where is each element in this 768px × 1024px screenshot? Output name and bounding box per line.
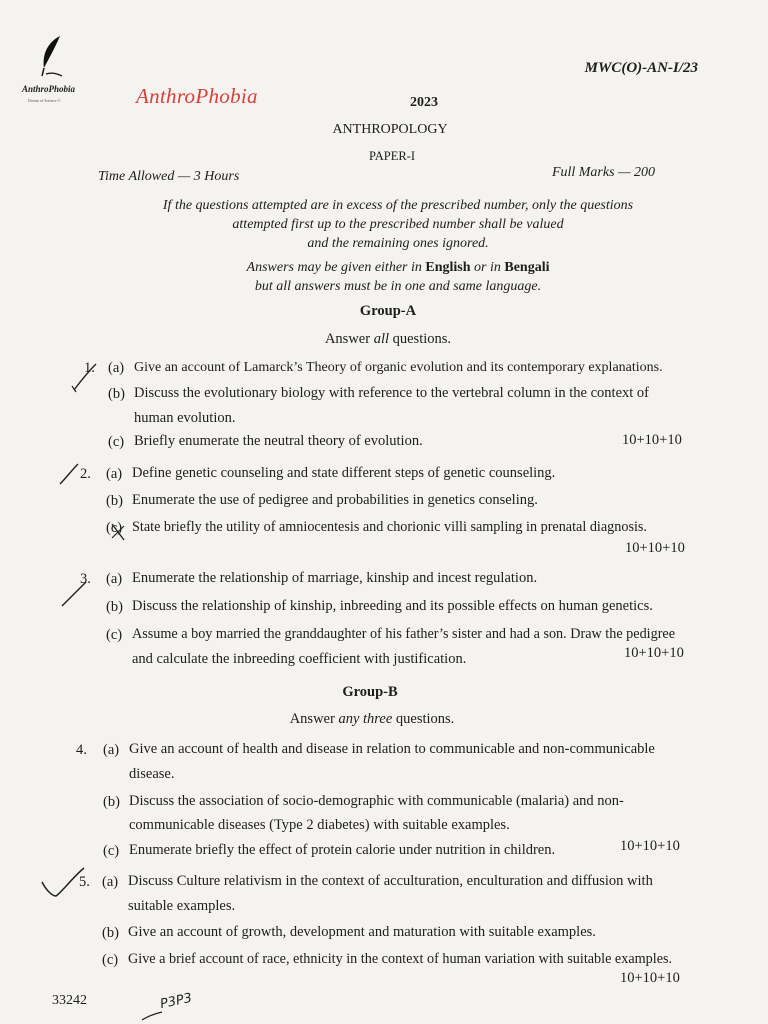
- language-instruction-mid: or in: [470, 260, 505, 275]
- time-allowed: Time Allowed — 3 Hours: [98, 169, 240, 184]
- question-4b-line1: Discuss the association of socio-demographic with communicable (malaria) and non-: [129, 793, 624, 809]
- part-label: (b): [106, 493, 123, 509]
- full-marks: Full Marks — 200: [551, 165, 655, 180]
- group-b-subtitle-post: questions.: [392, 711, 455, 727]
- part-label: (b): [108, 386, 125, 402]
- question-4b-line2: communicable diseases (Type 2 diabetes) with suitable examples.: [129, 817, 510, 833]
- part-label: (a): [108, 360, 125, 376]
- instruction-line-3: and the remaining ones ignored.: [307, 236, 489, 251]
- tick-mark-icon: [70, 360, 100, 396]
- group-a-subtitle-em: all: [373, 331, 389, 347]
- question-1b-line2: human evolution.: [134, 410, 236, 426]
- question-3a: Enumerate the relationship of marriage, kinship and incest regulation.: [132, 570, 538, 586]
- handwritten-note: P3P3: [158, 990, 194, 1013]
- page-code: 33242: [52, 993, 87, 1008]
- part-label: (c): [102, 952, 119, 968]
- question-5a-line2: suitable examples.: [128, 898, 236, 914]
- question-4c: Enumerate briefly the effect of protein calorie under nutrition in children.: [129, 842, 556, 858]
- brand-watermark: AnthroPhobia: [136, 84, 258, 108]
- question-marks: 10+10+10: [620, 838, 680, 854]
- question-5c: Give a brief account of race, ethnicity in the context of human variation with suitable examples.: [128, 951, 673, 967]
- question-1b-line1: Discuss the evolutionary biology with reference to the vertebral column in the context of: [134, 385, 649, 401]
- question-3c-line2: and calculate the inbreeding coefficient with justification.: [132, 651, 467, 667]
- question-number: 4.: [76, 742, 87, 758]
- part-label: (c): [103, 843, 120, 859]
- group-b-subtitle: [0, 711, 756, 728]
- question-1a: Give an account of Lamarck’s Theory of organic evolution and its contemporary explanations.: [134, 360, 663, 375]
- group-b-subtitle-em: any three: [338, 711, 393, 727]
- question-number: 3.: [80, 571, 91, 587]
- question-marks: 10+10+10: [622, 432, 682, 448]
- question-2a: Define genetic counseling and state different steps of genetic counseling.: [132, 465, 556, 481]
- language-instruction-pre: Answers may be given either in: [246, 260, 426, 275]
- logo-tagline: Dream of Science ©: [28, 98, 61, 103]
- group-a-subtitle-post: questions.: [389, 331, 452, 347]
- part-label: (a): [102, 874, 119, 890]
- part-label: (c): [108, 434, 125, 450]
- exam-year: 2023: [410, 95, 438, 110]
- part-label: (b): [102, 925, 119, 941]
- logo-name: AnthroPhobia: [22, 84, 76, 94]
- pen-stroke-icon: [140, 1006, 164, 1024]
- language-english: English: [425, 260, 471, 275]
- subject-title: ANTHROPOLOGY: [332, 122, 448, 137]
- question-5a-line1: Discuss Culture relativism in the context of acculturation, enculturation and diffusion with: [128, 873, 653, 889]
- question-4a-line1: Give an account of health and disease in relation to communicable and non-communicable: [129, 741, 655, 757]
- question-3b: Discuss the relationship of kinship, inbreeding and its possible effects on human genetics.: [132, 598, 653, 614]
- question-number: 1.: [84, 360, 95, 376]
- question-number: 2.: [80, 466, 91, 482]
- tick-mark-icon: [60, 580, 90, 610]
- language-bengali: Bengali: [504, 260, 550, 275]
- question-5b: Give an account of growth, development and maturation with suitable examples.: [128, 924, 596, 940]
- feather-icon: [34, 34, 68, 80]
- question-number: 5.: [79, 874, 90, 890]
- question-marks: 10+10+10: [625, 540, 685, 556]
- part-label: (a): [103, 742, 120, 758]
- part-label: (c): [106, 627, 123, 643]
- part-label: (c): [106, 520, 123, 536]
- language-instruction: [14, 258, 768, 277]
- paper-code: MWC(O)-AN-I/23: [584, 60, 698, 76]
- language-instruction-2: but all answers must be in one and same language.: [254, 279, 542, 294]
- group-a-subtitle-pre: Answer: [324, 331, 374, 347]
- question-3c-line1: Assume a boy married the granddaughter of his father’s sister and had a son. Draw the pedigree: [132, 626, 676, 642]
- part-label: (b): [106, 599, 123, 615]
- question-2b: Enumerate the use of pedigree and probabilities in genetics conseling.: [132, 492, 538, 508]
- question-1c: Briefly enumerate the neutral theory of evolution.: [134, 433, 423, 449]
- instruction-line-2: attempted first up to the prescribed number shall be valued: [232, 217, 564, 232]
- part-label: (b): [103, 794, 120, 810]
- group-b-subtitle-pre: Answer: [289, 711, 339, 727]
- group-b-title: Group-B: [342, 684, 398, 700]
- group-a-subtitle: [4, 331, 768, 348]
- question-marks: 10+10+10: [624, 645, 684, 661]
- question-4a-line2: disease.: [129, 766, 175, 782]
- part-label: (a): [106, 466, 123, 482]
- cross-mark-icon: [108, 520, 130, 546]
- part-label: (a): [106, 571, 123, 587]
- instruction-line-1: If the questions attempted are in excess of the prescribed number, only the questions: [162, 198, 634, 213]
- tick-mark-icon: [40, 866, 88, 902]
- paper-title: PAPER-I: [368, 149, 416, 163]
- group-a-title: Group-A: [359, 303, 417, 319]
- question-2c: State briefly the utility of amniocentesis and chorionic villi sampling in prenatal diagnosis.: [132, 519, 647, 535]
- tick-mark-icon: [58, 462, 84, 488]
- question-marks: 10+10+10: [620, 970, 680, 986]
